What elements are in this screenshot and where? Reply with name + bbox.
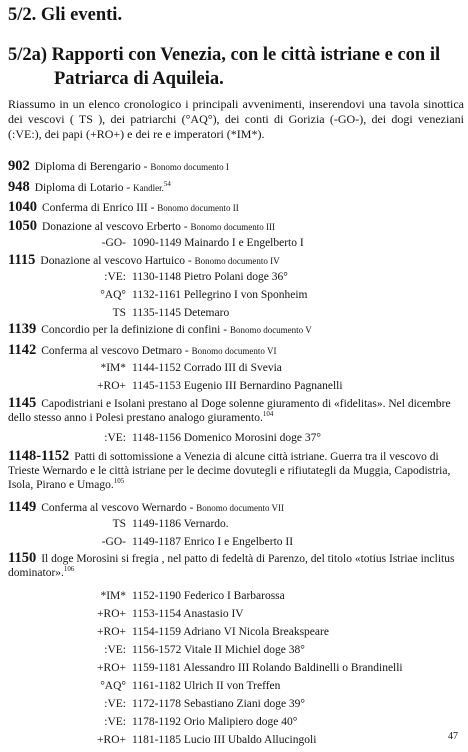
entry-source: Bonomo documento III xyxy=(190,222,275,232)
synoptic-row xyxy=(84,661,403,675)
entry-text: Capodistriani e Isolani prestano al Doge solenne giuramento di «fidelitas». Nel dicembre dello stesso anno i Polesi prestano analogo giuramento. xyxy=(8,398,451,424)
footnote-ref: 105 xyxy=(113,477,125,486)
synoptic-row xyxy=(84,679,280,693)
synoptic-text: 1090-1149 Mainardo I e Engelberto I xyxy=(132,237,304,249)
entry-source: Bonomo documento II xyxy=(157,203,239,213)
section-heading: 5/2. Gli eventi. xyxy=(8,5,123,25)
entry-text: Concordio per la definizione di confini - xyxy=(41,324,230,336)
entry-year: 1142 xyxy=(8,342,37,358)
entry-year: 1050 xyxy=(8,218,37,234)
entry-source: Bonomo documento V xyxy=(229,325,312,335)
synoptic-row xyxy=(84,361,282,375)
synoptic-text: 1156-1572 Vitale II Michiel doge 38° xyxy=(132,644,305,656)
entry-text: Patti di sottomissione a Venezia di alcune città istriane. Guerra tra il vescovo di Trieste Wernardo e le città istriane per le decime dovutegli e rifiutategli da Muggia, Capodistria, Isola, Pirano e Umago. xyxy=(8,451,451,491)
synoptic-code: *IM* xyxy=(100,362,126,374)
synoptic-code: +RO+ xyxy=(97,380,126,392)
synoptic-row xyxy=(84,535,293,549)
synoptic-row xyxy=(84,236,304,250)
synoptic-code: +RO+ xyxy=(97,626,126,638)
entry-text: Conferma al vescovo Detmaro - xyxy=(41,345,192,357)
entry-902 xyxy=(8,159,229,174)
entry-text: Il doge Morosini si fregia , nel patto di fedeltà di Parenzo, del titolo «totius Istriae inclitus dominator». xyxy=(8,553,455,579)
entry-text: Conferma di Enrico III - xyxy=(42,202,158,214)
synoptic-code: -GO- xyxy=(101,237,126,249)
synoptic-row xyxy=(84,643,305,657)
synoptic-code: +RO+ xyxy=(97,662,126,674)
synoptic-row xyxy=(84,733,316,747)
subsection-heading-line-2: Patriarca di Aquileia. xyxy=(54,69,224,89)
subsection-heading-line-1: 5/2a) Rapporti con Venezia, con le città istriane e con il xyxy=(8,45,441,65)
synoptic-text: 1149-1187 Enrico I e Engelberto II xyxy=(132,536,294,548)
entry-1040 xyxy=(8,200,239,215)
synoptic-code: °AQ° xyxy=(100,289,126,301)
entry-text: Donazione al vescovo Erberto - xyxy=(42,221,191,233)
entry-year: 948 xyxy=(8,179,30,195)
synoptic-code: +RO+ xyxy=(97,734,126,746)
synoptic-code: :VE: xyxy=(104,716,126,728)
synoptic-text: 1135-1145 Detemaro xyxy=(132,307,230,319)
synoptic-text: 1149-1186 Vernardo. xyxy=(132,518,229,530)
synoptic-code: :VE: xyxy=(104,432,126,444)
entry-text: Diploma di Lotario - xyxy=(34,182,134,194)
entry-year: 1040 xyxy=(8,199,37,215)
entry-1139 xyxy=(8,322,312,337)
intro-paragraph: Riassumo in un elenco cronologico i principali avvenimenti, inserendovi una tavola sinottica dei vescovi ( TS ), dei patriarchi (°AQ°), dei conti di Gorizia (-GO-), dei dogi veneziani (:VE:), dei papi (+RO+) e dei re e imperatori (*IM*). xyxy=(8,97,464,141)
synoptic-code: :VE: xyxy=(104,698,126,710)
page-number: 47 xyxy=(448,731,458,742)
entry-1115 xyxy=(8,253,280,268)
synoptic-text: 1181-1185 Lucio III Ubaldo Allucingoli xyxy=(132,734,317,746)
synoptic-text: 1145-1153 Eugenio III Bernardino Pagnanelli xyxy=(132,380,343,392)
synoptic-code: °AQ° xyxy=(100,680,126,692)
synoptic-text: 1154-1159 Adriano VI Nicola Breakspeare xyxy=(132,626,329,638)
synoptic-row xyxy=(84,270,288,284)
synoptic-code: *IM* xyxy=(100,590,126,602)
entry-1148-1152 xyxy=(8,449,460,492)
synoptic-text: 1152-1190 Federico I Barbarossa xyxy=(132,590,285,602)
entry-year: 1139 xyxy=(8,321,37,337)
synoptic-row xyxy=(84,715,297,729)
entry-text: Conferma al vescovo Wernardo - xyxy=(41,502,197,514)
synoptic-text: 1153-1154 Anastasio IV xyxy=(132,608,244,620)
synoptic-text: 1144-1152 Corrado III di Svevia xyxy=(132,362,282,374)
synoptic-row xyxy=(84,517,229,531)
synoptic-row xyxy=(84,607,244,621)
synoptic-text: 1132-1161 Pellegrino I von Sponheim xyxy=(132,289,308,301)
synoptic-text: 1159-1181 Alessandro III Rolando Baldinelli o Brandinelli xyxy=(132,662,403,674)
entry-text: Diploma di Berengario - xyxy=(34,161,151,173)
entry-source: Bonomo documento VI xyxy=(191,346,277,356)
entry-year: 902 xyxy=(8,158,30,174)
synoptic-row xyxy=(84,697,305,711)
entry-source: Bonomo documento VII xyxy=(196,503,285,513)
synoptic-row xyxy=(84,625,329,639)
synoptic-row xyxy=(84,379,343,393)
entry-1150 xyxy=(8,551,460,580)
footnote-ref: 104 xyxy=(262,410,274,419)
synoptic-code: :VE: xyxy=(104,644,126,656)
synoptic-code: TS xyxy=(112,307,126,319)
entry-year: 1149 xyxy=(8,499,37,515)
synoptic-text: 1148-1156 Domenico Morosini doge 37° xyxy=(132,432,322,444)
entry-source: Kandler. xyxy=(133,183,164,193)
synoptic-code: TS xyxy=(112,518,126,530)
entry-text: Donazione al vescovo Hartuico - xyxy=(40,255,195,267)
synoptic-text: 1130-1148 Pietro Polani doge 36° xyxy=(132,271,288,283)
synoptic-row xyxy=(84,306,229,320)
synoptic-code: :VE: xyxy=(104,271,126,283)
synoptic-text: 1178-1192 Orio Malipiero doge 40° xyxy=(132,716,298,728)
synoptic-text: 1161-1182 Ulrich II von Treffen xyxy=(132,680,281,692)
entry-948 xyxy=(8,180,171,195)
entry-1145 xyxy=(8,396,460,425)
synoptic-row xyxy=(84,288,307,302)
entry-source: Bonomo documento I xyxy=(150,162,229,172)
synoptic-row xyxy=(84,589,285,603)
synoptic-text: 1172-1178 Sebastiano Ziani doge 39° xyxy=(132,698,306,710)
entry-source: Bonomo documento IV xyxy=(194,256,280,266)
entry-year: 1145 xyxy=(8,395,37,411)
footnote-ref: 106 xyxy=(63,565,75,574)
synoptic-code: +RO+ xyxy=(97,608,126,620)
entry-1050 xyxy=(8,219,275,234)
synoptic-code: -GO- xyxy=(101,536,126,548)
entry-year: 1150 xyxy=(8,550,37,566)
entry-1149 xyxy=(8,500,284,515)
footnote-ref: 54 xyxy=(163,180,171,189)
entry-year: 1115 xyxy=(8,252,36,268)
synoptic-row xyxy=(84,431,321,445)
entry-year: 1148-1152 xyxy=(8,448,70,464)
entry-1142 xyxy=(8,343,276,358)
